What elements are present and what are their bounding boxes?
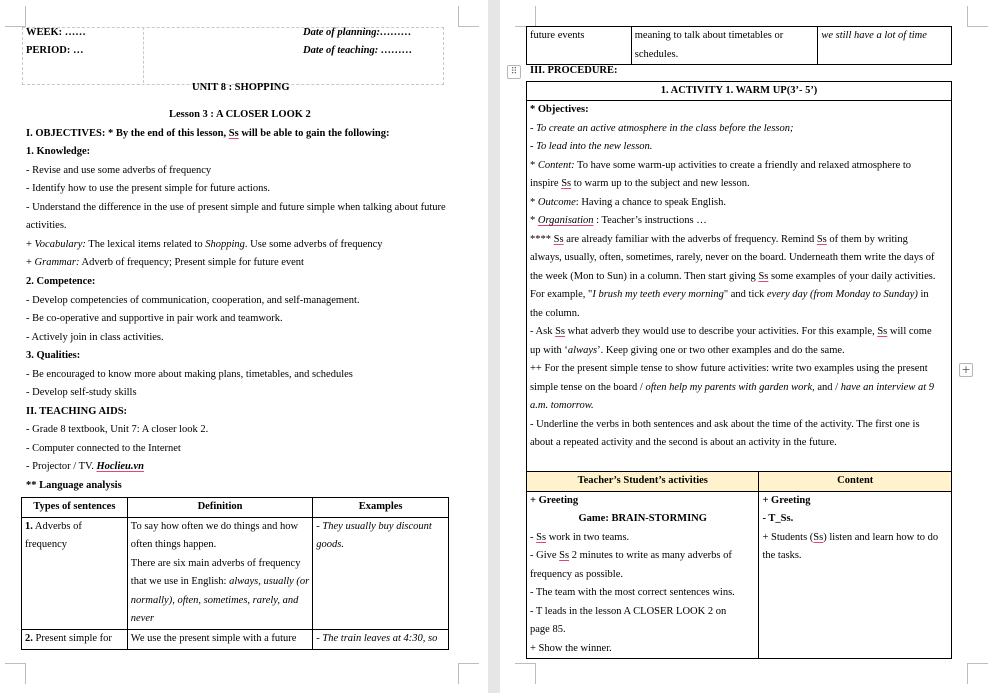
activity-body bbox=[527, 101, 951, 453]
objectives-heading-text: I. OBJECTIVES: * By the end of this lesson, bbox=[26, 128, 229, 139]
qualities-item: - Be encouraged to know more about making plans, timetables, and schedules bbox=[26, 369, 353, 380]
procedure-line bbox=[530, 379, 948, 398]
table-header-row bbox=[22, 498, 449, 518]
type-cell bbox=[22, 629, 128, 649]
text: For example, " bbox=[530, 289, 593, 300]
grammar-text: Adverb of frequency; Present simple for future event bbox=[79, 257, 304, 268]
knowledge-item: activities. bbox=[26, 220, 67, 231]
procedure-line: ++ For the present simple tense to show future activities: write two examples using the present bbox=[530, 363, 928, 374]
text: work in two teams. bbox=[546, 531, 630, 543]
procedure-line bbox=[530, 342, 948, 361]
organisation-label: Organisation bbox=[537, 215, 594, 226]
spellcheck-word: Ss bbox=[559, 550, 570, 561]
activity-line: - T leads in the lesson A CLOSER LOOK 2 on bbox=[530, 605, 727, 617]
competence-heading: 2. Competence: bbox=[26, 276, 96, 287]
column-header: Teacher’s Student’s activities bbox=[527, 472, 759, 492]
crop-mark bbox=[967, 6, 988, 27]
activity-line: + Show the winner. bbox=[530, 642, 612, 654]
date-teaching: Date of teaching: ……… bbox=[303, 45, 413, 56]
knowledge-heading: 1. Knowledge: bbox=[26, 146, 91, 157]
text: and / bbox=[814, 381, 841, 393]
crop-mark bbox=[5, 6, 26, 27]
activity-line: page 85. bbox=[530, 624, 566, 635]
content-cell bbox=[759, 491, 952, 659]
procedure-heading: III. PROCEDURE: bbox=[530, 65, 618, 76]
text: what adverb they would use to describe your activities. For this example, bbox=[565, 326, 878, 337]
spellcheck-word: Ss bbox=[555, 326, 566, 337]
text: of them by writing bbox=[826, 233, 908, 245]
crop-mark bbox=[515, 6, 536, 27]
vocab-label: Vocabulary: bbox=[34, 239, 86, 250]
content-line bbox=[762, 529, 948, 548]
example-cell: - The train leaves at 4:30, so bbox=[313, 629, 449, 649]
vocab-topic: Shopping bbox=[205, 239, 245, 250]
language-analysis-table bbox=[21, 497, 449, 650]
content-text: inspire bbox=[530, 178, 562, 189]
type-text: Present simple for bbox=[32, 632, 112, 644]
adverb-list: always, usually (or normally), often, sometimes, rarely, and never bbox=[130, 576, 310, 624]
competence-item: - Be co-operative and supportive in pair work and teamwork. bbox=[26, 313, 283, 324]
spellcheck-word: Ss bbox=[536, 531, 547, 543]
t-ss-label: - T_Ss. bbox=[762, 513, 794, 524]
activity-title: 1. ACTIVITY 1. WARM UP(3’- 5’) bbox=[527, 82, 951, 101]
type-number: 2. bbox=[25, 632, 33, 644]
week-label: WEEK: …… bbox=[26, 27, 86, 38]
header-divider bbox=[143, 27, 144, 83]
grammar-line: + Grammar: Adverb of frequency; Present simple for future event bbox=[26, 257, 304, 268]
add-row-icon[interactable]: + bbox=[959, 363, 973, 377]
spellcheck-word: Ss bbox=[561, 178, 572, 189]
table-row bbox=[22, 629, 449, 649]
example-sentence: I brush my teeth every morning bbox=[592, 289, 724, 300]
example-cell: we still have a lot of time bbox=[818, 27, 952, 65]
hoclieu-link[interactable]: Hoclieu.vn bbox=[96, 461, 145, 472]
outcome-label: Outcome bbox=[537, 196, 576, 208]
content-label: Content: bbox=[537, 159, 575, 171]
activities-table bbox=[526, 471, 952, 659]
greeting-label: + Greeting bbox=[530, 494, 579, 506]
objectives-label: * Objectives: bbox=[530, 104, 589, 115]
qualities-heading: 3. Qualities: bbox=[26, 350, 81, 361]
procedure-line bbox=[530, 323, 948, 342]
procedure-line bbox=[530, 231, 948, 250]
text: + Students ( bbox=[762, 531, 814, 543]
type-cell bbox=[22, 517, 128, 629]
spellcheck-word: Ss bbox=[553, 233, 564, 245]
teaching-aid-item: - Grade 8 textbook, Unit 7: A closer look 2. bbox=[26, 424, 209, 435]
game-title: Game: BRAIN-STORMING bbox=[578, 513, 707, 524]
document-page-right bbox=[500, 0, 990, 693]
activity-line: frequency as possible. bbox=[530, 568, 624, 580]
definition-text: To say how often we do things and how often things happen. bbox=[130, 520, 299, 550]
table-row bbox=[527, 491, 952, 659]
competence-item: - Actively join in class activities. bbox=[26, 332, 164, 343]
language-analysis-table-continued bbox=[526, 26, 952, 65]
crop-mark bbox=[5, 663, 26, 684]
type-text: Adverbs of frequency bbox=[25, 520, 82, 550]
date-planning: Date of planning:……… bbox=[303, 27, 412, 38]
language-analysis-heading: ** Language analysis bbox=[26, 480, 122, 491]
crop-mark bbox=[967, 663, 988, 684]
example-cell: - They usually buy discount goods. bbox=[313, 517, 449, 629]
spellcheck-word: Ss bbox=[877, 326, 888, 337]
text: up with ‘ bbox=[530, 344, 568, 356]
unit-title: UNIT 8 : SHOPPING bbox=[192, 82, 290, 93]
greeting-label: + Greeting bbox=[762, 494, 811, 506]
content-line bbox=[530, 175, 948, 194]
text: " and tick bbox=[723, 289, 767, 300]
knowledge-item: - Understand the difference in the use of present simple and future simple when talking about future bbox=[26, 202, 446, 213]
definition-cell: meaning to talk about timetables or schedules. bbox=[631, 27, 818, 65]
procedure-line bbox=[530, 268, 948, 287]
content-line: * Content: To have some warm-up activities to create a friendly and relaxed atmosphere to bbox=[530, 159, 912, 171]
spellcheck-word: Ss bbox=[816, 233, 827, 245]
table-row bbox=[22, 517, 449, 629]
text: some examples of your daily activities. bbox=[768, 270, 936, 282]
text: simple tense on the board / bbox=[530, 381, 646, 393]
activities-cell bbox=[527, 491, 759, 659]
text: in bbox=[917, 289, 929, 300]
example-word: always bbox=[567, 344, 598, 356]
period-label: PERIOD: … bbox=[26, 45, 84, 56]
lesson-title: Lesson 3 : A CLOSER LOOK 2 bbox=[169, 109, 311, 120]
content-line: the tasks. bbox=[762, 550, 802, 561]
objectives-heading bbox=[26, 125, 389, 144]
text: ) listen and learn how to do bbox=[823, 531, 939, 543]
example-sentence: have an interview at 9 bbox=[840, 381, 934, 393]
document-page-left bbox=[0, 0, 488, 693]
definition-text-plain: There are six main adverbs of frequency that we use in English: bbox=[130, 557, 301, 587]
text: **** bbox=[530, 233, 554, 245]
activity-line: - Ss work in two teams. bbox=[530, 531, 630, 543]
outcome-text: : Having a chance to speak English. bbox=[575, 196, 726, 208]
procedure-line: a.m. tomorrow. bbox=[530, 400, 594, 411]
content-text: to warm up to the subject and new lesson. bbox=[571, 178, 750, 189]
definition-cell: We use the present simple with a future bbox=[127, 629, 313, 649]
knowledge-item: - Revise and use some adverbs of frequency bbox=[26, 165, 212, 176]
example-sentence: often help my parents with garden work, bbox=[645, 381, 815, 393]
text: the week (Mon to Sun) in a column. Then start giving bbox=[530, 270, 759, 282]
column-header: Definition bbox=[127, 498, 313, 518]
crop-mark bbox=[458, 663, 479, 684]
knowledge-item: - Identify how to use the present simple for future actions. bbox=[26, 183, 271, 194]
table-header-row bbox=[527, 472, 952, 492]
organisation-text: : Teacher’s instructions … bbox=[593, 215, 707, 226]
procedure-line: about a repeated activity and the second is about an activity in the future. bbox=[530, 437, 837, 448]
content-text: To have some warm-up activities to create a friendly and relaxed atmosphere to bbox=[574, 159, 912, 171]
outcome-line: * Outcome: Having a chance to speak English. bbox=[530, 196, 726, 208]
definition-text bbox=[131, 555, 310, 629]
crop-mark bbox=[515, 663, 536, 684]
text: ’. Keep giving one or two other examples and do the same. bbox=[597, 344, 845, 356]
vocab-text: . Use some adverbs of frequency bbox=[244, 239, 383, 250]
spellcheck-word: Ss bbox=[758, 270, 769, 282]
grammar-label: Grammar: bbox=[34, 257, 80, 268]
competence-item: - Develop competencies of communication, cooperation, and self-management. bbox=[26, 295, 360, 306]
objective-item: - To lead into the new lesson. bbox=[530, 141, 653, 152]
organisation-line: * Organisation : Teacher’s instructions … bbox=[530, 215, 707, 226]
example-phrase: every day (from Monday to Sunday) bbox=[766, 289, 918, 300]
text: 2 minutes to write as many adverbs of bbox=[569, 550, 732, 561]
activity-line: - The team with the most correct sentences wins. bbox=[530, 587, 735, 598]
text: are already familiar with the adverbs of frequency. Remind bbox=[563, 233, 817, 245]
activity-box bbox=[526, 81, 952, 472]
definition-cell bbox=[127, 517, 313, 629]
table-move-handle-icon[interactable]: ⠿ bbox=[507, 65, 521, 79]
type-cell: future events bbox=[527, 27, 632, 65]
projector-text: - Projector / TV. bbox=[26, 461, 97, 472]
column-header: Content bbox=[759, 472, 952, 492]
objectives-heading-text: will be able to gain the following: bbox=[238, 128, 390, 139]
activity-line bbox=[530, 547, 755, 566]
column-header: Examples bbox=[313, 498, 449, 518]
teaching-aid-item bbox=[26, 458, 144, 477]
spellcheck-word: Ss bbox=[813, 531, 824, 543]
procedure-line bbox=[530, 286, 948, 305]
text: will come bbox=[887, 326, 932, 337]
vocabulary-line: + Vocabulary: The lexical items related to Shopping. Use some adverbs of frequency bbox=[26, 239, 383, 250]
crop-mark bbox=[458, 6, 479, 27]
column-header: Types of sentences bbox=[22, 498, 128, 518]
page-gutter bbox=[488, 0, 500, 693]
teaching-aid-item: - Computer connected to the Internet bbox=[26, 443, 181, 454]
type-number: 1. bbox=[25, 520, 33, 532]
text: - Give bbox=[530, 550, 560, 561]
procedure-line: the column. bbox=[530, 307, 580, 319]
spellcheck-word: Ss bbox=[228, 128, 239, 139]
text: - Ask bbox=[530, 326, 556, 337]
vocab-text: The lexical items related to bbox=[85, 239, 206, 250]
qualities-item: - Develop self-study skills bbox=[26, 387, 137, 398]
procedure-line: always, usually, often, sometimes, rarely, never on the board. Underneath them write the days of bbox=[530, 252, 935, 263]
procedure-line: - Underline the verbs in both sentences and ask about the time of the activity. The first one is bbox=[530, 418, 920, 430]
teaching-aids-heading: II. TEACHING AIDS: bbox=[26, 406, 128, 417]
objective-item: - To create an active atmosphere in the class before the lesson; bbox=[530, 122, 794, 134]
table-row bbox=[527, 27, 952, 65]
